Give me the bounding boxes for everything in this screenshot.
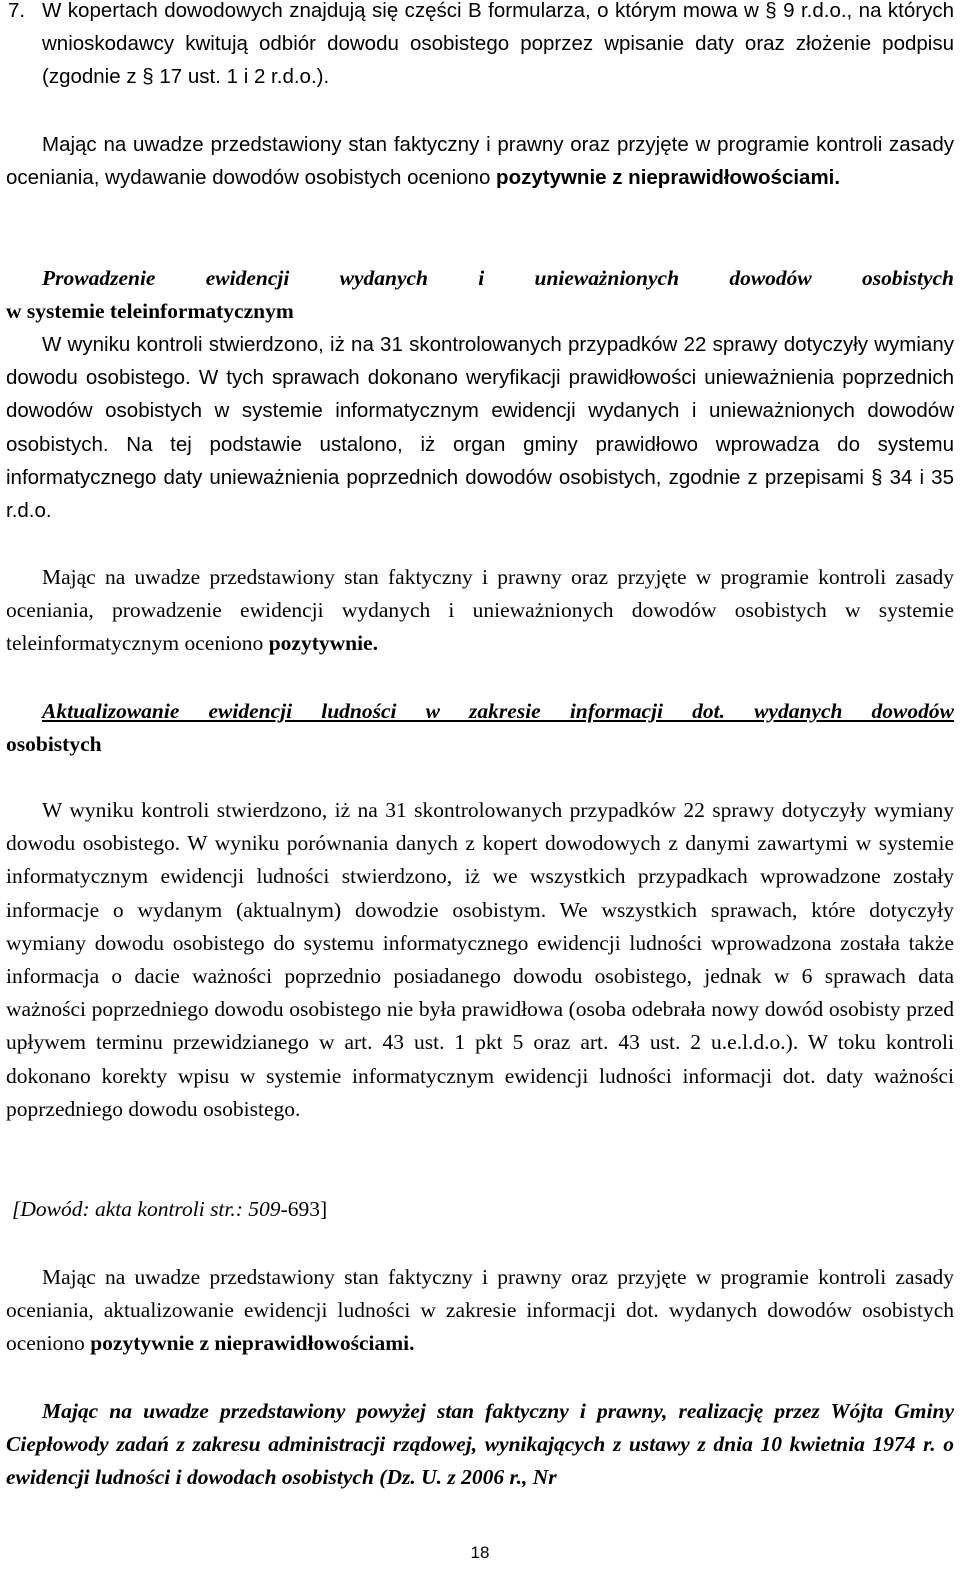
section-heading-italic: Aktualizowanie ewidencji ludności w zakresie informacji dot. wydanych dowodów [42, 699, 954, 723]
assessment-paragraph-update [6, 1261, 954, 1361]
list-item-7 [8, 0, 954, 94]
list-item-text: W kopertach dowodowych znajdują się części B formularza, o którym mowa w § 9 r.d.o., na których wnioskodawcy kwitują odbiór dowodu osobistego poprzez wpisanie daty oraz złożenie podpisu (zgodnie z § 17 ust. 1 i 2 r.d.o.). [42, 0, 954, 89]
evidence-label: [Dowód: akta kontroli str.: 509 [12, 1197, 281, 1221]
page-number: 18 [470, 1543, 490, 1562]
assessment-result: pozytywnie z nieprawidłowościami. [496, 166, 841, 190]
paragraph-text: Mając na uwadze przedstawiony stan faktyczny i prawny oraz przyjęte w programie kontroli zasady oceniania, aktualizowanie ewidencji ludności w zakresie informacji dot. wydanych dowodów osobistych oceniono [6, 1265, 954, 1356]
section-heading-italic: Prowadzenie ewidencji wydanych i unieważnionych dowodów osobistych [42, 266, 954, 290]
section-heading-bold: w systemie teleinformatycznym [6, 299, 294, 324]
list-item-number: 7. [8, 0, 26, 22]
section-body-update: W wyniku kontroli stwierdzono, iż na 31 skontrolowanych przypadków 22 sprawy dotyczyły wymiany dowodu osobistego. W wyniku porównania danych z kopert dowodowych z danymi zawartymi w systemie informatycznym ewidencji ludności stwierdzono, iż we wszystkich przypadkach wprowadzone zostały informacje o wydanym (aktualnym) dowodzie osobistym. We wszystkich sprawach, które dotyczyły wymiany dowodu osobistego do systemu informatycznego ewidencji ludności wprowadzona została także informacja o dacie ważności poprzednio posiadanego dowodu osobistego, jednak w 6 sprawach data ważności poprzedniego dowodu osobistego nie była prawidłowa (osoba odebrała nowy dowód osobisty przed upływem terminu przewidzianego w art. 43 ust. 1 pkt 5 oraz art. 43 ust. 2 u.e.l.d.o.). W toku kontroli dokonano korekty wpisu w systemie informatycznym ewidencji ludności informacji dot. daty ważności poprzedniego dowodu osobistego. [6, 798, 954, 1121]
assessment-paragraph-register [6, 561, 954, 661]
assessment-result: pozytywnie. [268, 631, 378, 656]
paragraph-text: Mając na uwadze przedstawiony stan faktyczny i prawny oraz przyjęte w programie kontroli zasady oceniania, wydawanie dowodów osobistych oceniono [6, 133, 954, 190]
section-heading-register [6, 262, 954, 328]
section-heading-update [6, 695, 954, 761]
assessment-result: pozytywnie z nieprawidłowościami. [90, 1331, 415, 1356]
paragraph-text: Mając na uwadze przedstawiony stan faktyczny i prawny oraz przyjęte w programie kontroli zasady oceniania, prowadzenie ewidencji wydanych i unieważnionych dowodów osobistych w systemie teleinformatycznym oceniono [6, 565, 954, 656]
assessment-paragraph-issuance [6, 128, 954, 194]
section-body-register: W wyniku kontroli stwierdzono, iż na 31 skontrolowanych przypadków 22 sprawy dotyczyły wymiany dowodu osobistego. W tych sprawach dokonano weryfikacji prawidłowości unieważnienia poprzednich dowodów osobistych w systemie informatycznym ewidencji wydanych i unieważnionych dowodów osobistych. Na tej podstawie ustalono, iż organ gminy prawidłowo wprowadza do systemu informatycznego daty unieważnienia poprzednich dowodów osobistych, zgodnie z przepisami § 34 i 35 r.d.o. [6, 333, 954, 523]
evidence-reference [6, 1193, 960, 1226]
summary-paragraph: Mając na uwadze przedstawiony powyżej stan faktyczny i prawny, realizację przez Wójta Gminy Ciepłowody zadań z zakresu administracji rządowej, wynikających z ustawy z dnia 10 kwietnia 1974 r. o ewidencji ludności i dowodach osobistych (Dz. U. z 2006 r., Nr [6, 1399, 954, 1490]
evidence-range: -693] [280, 1197, 328, 1221]
section-heading-plain: osobistych [6, 732, 102, 757]
